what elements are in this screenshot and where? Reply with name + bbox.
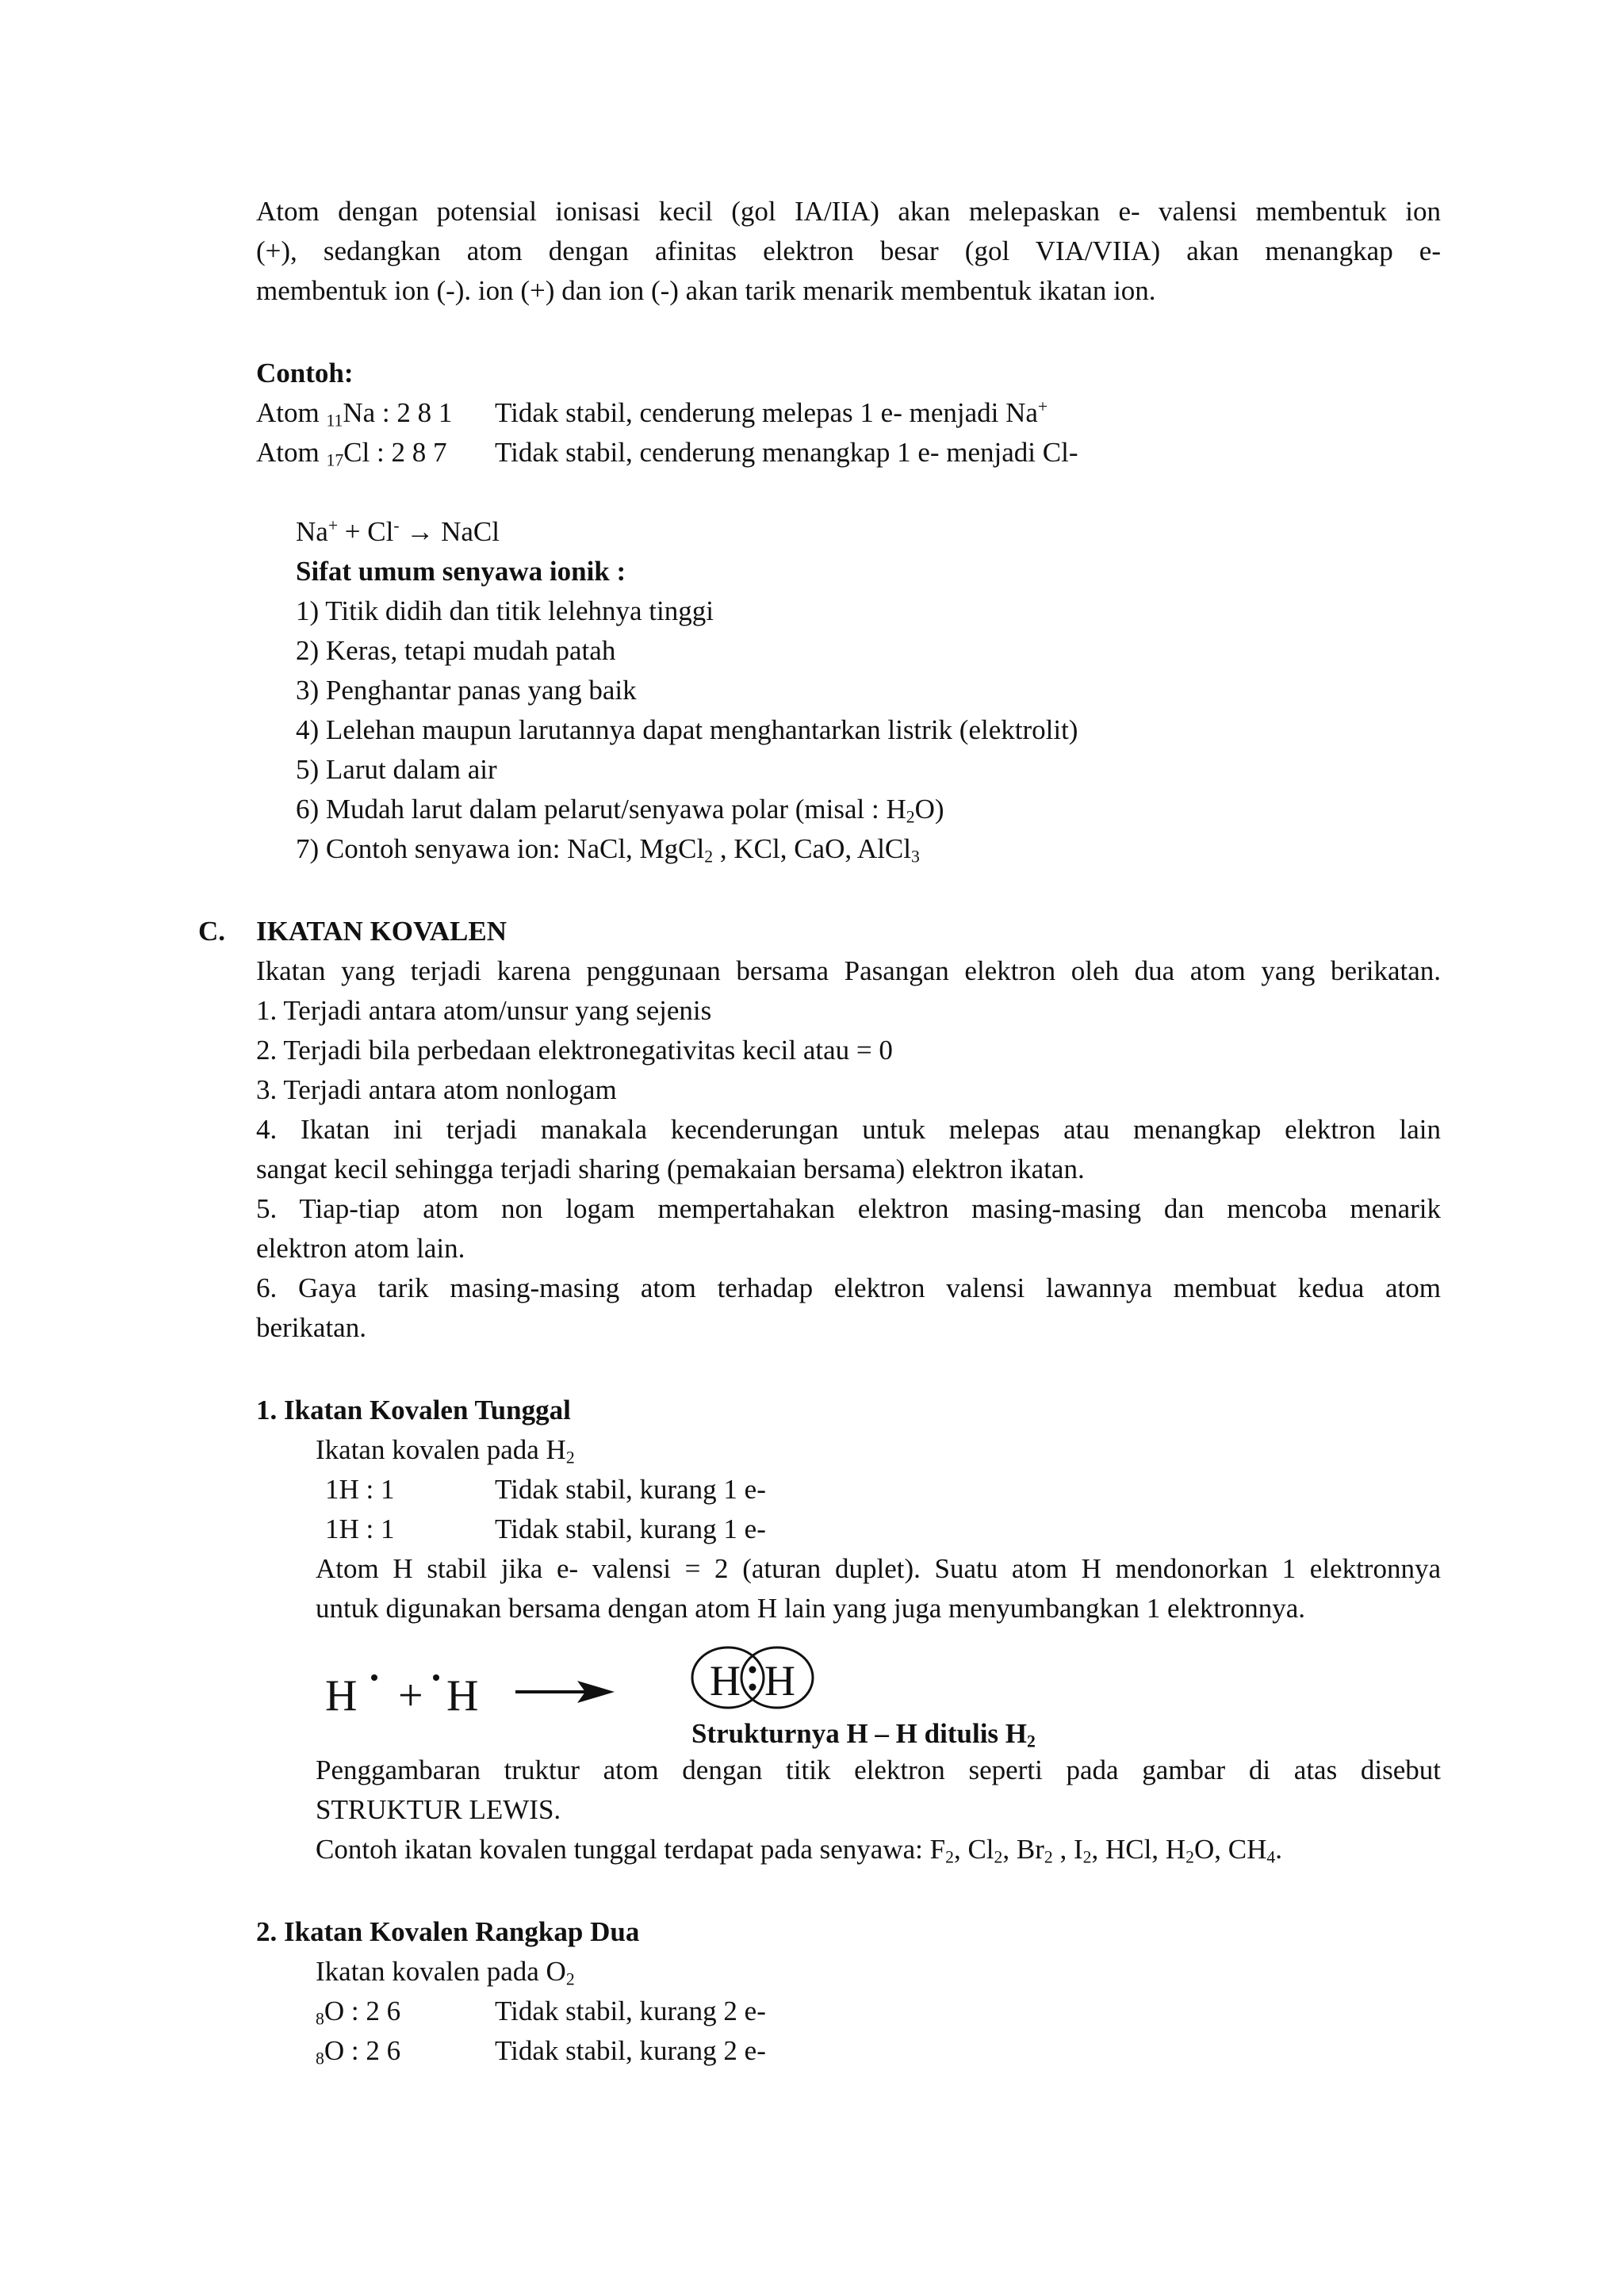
tunggal-subheading-text: Ikatan kovalen pada H (316, 1434, 566, 1465)
section-c-point: 4. Ikatan ini terjadi manakala kecenderungan untuk melepas atau menangkap elektron lain (256, 1114, 1441, 1145)
lewis-structure-diagram (301, 1643, 904, 1725)
contoh-na-config: Na : 2 8 1 (343, 397, 453, 428)
contoh-na-prefix: Atom (256, 397, 327, 428)
reaction-equation (296, 512, 500, 552)
example-formula: $CH_4$. (1228, 1834, 1282, 1867)
example-formula: $H_2O$, (1165, 1834, 1228, 1867)
sifat-item-7-mid: , KCl, CaO, AlCl (713, 833, 911, 864)
intro-line-3: membentuk ion (-). ion (+) dan ion (-) akan tarik menarik membentuk ikatan ion. (256, 275, 1156, 306)
tunggal-examples-text: Contoh ikatan kovalen tunggal terdapat pada senyawa: (316, 1834, 930, 1865)
rangkap-row-2-desc: Tidak stabil, kurang 2 e- (495, 2035, 766, 2066)
rangkap-row-1-config-text: O : 2 6 (324, 1996, 401, 2026)
section-c-point: 5. Tiap-tiap atom non logam mempertahakan elektron masing-masing dan mencoba menarik (256, 1193, 1441, 1224)
rangkap-subheading-subscript: 2 (565, 1969, 575, 1989)
section-c-point-cont: berikatan. (256, 1312, 366, 1343)
hydrogen-atom-1: H (325, 1671, 358, 1720)
tunggal-row-1-desc: Tidak stabil, kurang 1 e- (495, 1474, 766, 1505)
section-c-point: 2. Terjadi bila perbedaan elektronegativitas kecil atau = 0 (256, 1035, 893, 1066)
section-c-definition: Ikatan yang terjadi karena penggunaan bersama Pasangan elektron oleh dua atom yang berikatan. (256, 955, 1441, 986)
section-c-title: IKATAN KOVALEN (256, 916, 508, 947)
section-c-point: 3. Terjadi antara atom nonlogam (256, 1074, 617, 1105)
tunggal-subheading (316, 1430, 575, 1470)
intro-line-2: (+), sedangkan atom dengan afinitas elektron besar (gol VIA/VIIA) akan menangkap e- (256, 235, 1441, 266)
contoh-cl-line (256, 433, 446, 473)
contoh-cl-atomic-number: 17 (326, 450, 344, 470)
sifat-item-6 (296, 790, 944, 829)
sifat-item-6-tail: O) (914, 794, 944, 825)
contoh-na-charge: + (1037, 397, 1048, 417)
tunggal-heading: 1. Ikatan Kovalen Tunggal (256, 1395, 571, 1425)
sifat-item: 1) Titik didih dan titik lelehnya tinggi (296, 595, 714, 626)
shared-electron-dot (749, 1684, 756, 1691)
reaction-na: Na (296, 516, 328, 547)
contoh-na-line (256, 393, 452, 433)
contoh-na-desc: Tidak stabil, cenderung melepas 1 e- menjadi Na (495, 397, 1038, 428)
sifat-item: 2) Keras, tetapi mudah patah (296, 635, 616, 666)
tunggal-row-1-config: 1H : 1 (325, 1474, 395, 1505)
example-formula: $I_2$, HCl, (1073, 1834, 1166, 1867)
contoh-cl-config: Cl : 2 8 7 (343, 437, 447, 468)
rangkap-heading: 2. Ikatan Kovalen Rangkap Dua (256, 1916, 640, 1947)
contoh-cl-desc: Tidak stabil, cenderung menangkap 1 e- menjadi Cl- (495, 437, 1078, 468)
shared-hydrogen-right: H (764, 1657, 795, 1705)
section-c-point: 6. Gaya tarik masing-masing atom terhadap elektron valensi lawannya membuat kedua atom (256, 1272, 1441, 1303)
example-formula: $F_2$, (929, 1834, 968, 1867)
tunggal-row-2-config: 1H : 1 (325, 1513, 395, 1544)
sifat-heading: Sifat umum senyawa ionik : (296, 556, 626, 587)
reaction-product: → NaCl (399, 516, 500, 547)
reaction-plus-cl: + Cl (338, 516, 394, 547)
rangkap-row-1-atomic-number: 8 (316, 2009, 324, 2029)
sifat-item-7 (296, 829, 920, 869)
sifat-item-6-subscript: 2 (906, 807, 915, 827)
tunggal-para-1: Atom H stabil jika e- valensi = 2 (aturan duplet). Suatu atom H mendonorkan 1 elektronnya (316, 1553, 1441, 1584)
rangkap-subheading (316, 1952, 575, 1992)
rangkap-row-2-atomic-number: 8 (316, 2049, 324, 2068)
intro-line-1: Atom dengan potensial ionisasi kecil (gol IA/IIA) akan melepaskan e- valensi membentuk ion (256, 196, 1441, 227)
tunggal-para-1-cont: untuk digunakan bersama dengan atom H lain yang juga menyumbangkan 1 elektronnya. (316, 1593, 1305, 1624)
reaction-na-charge: + (327, 516, 339, 536)
contoh-cl-prefix: Atom (256, 437, 327, 468)
example-formula: $Br_2$ , (1016, 1834, 1074, 1867)
tunggal-subheading-subscript: 2 (565, 1448, 575, 1468)
lewis-caption-subscript: 2 (1027, 1732, 1036, 1751)
lewis-caption (691, 1714, 1036, 1754)
rangkap-row-1-config (316, 1992, 400, 2031)
electron-dot (371, 1674, 377, 1681)
shared-hydrogen-left: H (710, 1657, 741, 1705)
sifat-item: 3) Penghantar panas yang baik (296, 675, 637, 706)
contoh-na-atomic-number: 11 (326, 411, 343, 430)
sifat-item: 5) Larut dalam air (296, 754, 497, 785)
tunggal-row-2-desc: Tidak stabil, kurang 1 e- (495, 1513, 766, 1544)
lewis-caption-text: Strukturnya H – H ditulis H (691, 1718, 1028, 1749)
sifat-item: 4) Lelehan maupun larutannya dapat menghantarkan listrik (elektrolit) (296, 714, 1078, 745)
section-c-letter: C. (198, 916, 226, 947)
section-c-point-cont: elektron atom lain. (256, 1233, 465, 1264)
sifat-item-6-text: 6) Mudah larut dalam pelarut/senyawa polar (misal : H (296, 794, 906, 825)
rangkap-subheading-text: Ikatan kovalen pada O (316, 1956, 566, 1987)
example-formula: $Cl_2$, (967, 1834, 1017, 1867)
section-c-point: 1. Terjadi antara atom/unsur yang sejenis (256, 995, 712, 1026)
electron-dot (433, 1674, 439, 1681)
section-c-point-cont: sangat kecil sehingga terjadi sharing (pemakaian bersama) elektron ikatan. (256, 1154, 1085, 1184)
sifat-item-7-text: 7) Contoh senyawa ion: NaCl, MgCl (296, 833, 705, 864)
contoh-heading: Contoh: (256, 358, 354, 388)
hydrogen-atom-2: H (446, 1671, 479, 1720)
reaction-cl-charge: - (393, 516, 400, 536)
tunggal-para-2-cont: STRUKTUR LEWIS. (316, 1794, 561, 1825)
rangkap-row-1-desc: Tidak stabil, kurang 2 e- (495, 1996, 766, 2026)
tunggal-examples (316, 1830, 1282, 1869)
sifat-item-7-subscript-1: 2 (704, 847, 714, 867)
plus-sign: + (398, 1671, 423, 1720)
rangkap-row-2-config-text: O : 2 6 (324, 2035, 401, 2066)
tunggal-para-2: Penggambaran truktur atom dengan titik elektron seperti pada gambar di atas disebut (316, 1755, 1441, 1785)
rangkap-row-2-config (316, 2031, 400, 2071)
shared-electron-dot (749, 1667, 756, 1674)
contoh-na-desc-line (495, 393, 1048, 433)
sifat-item-7-subscript-2: 3 (910, 847, 920, 867)
